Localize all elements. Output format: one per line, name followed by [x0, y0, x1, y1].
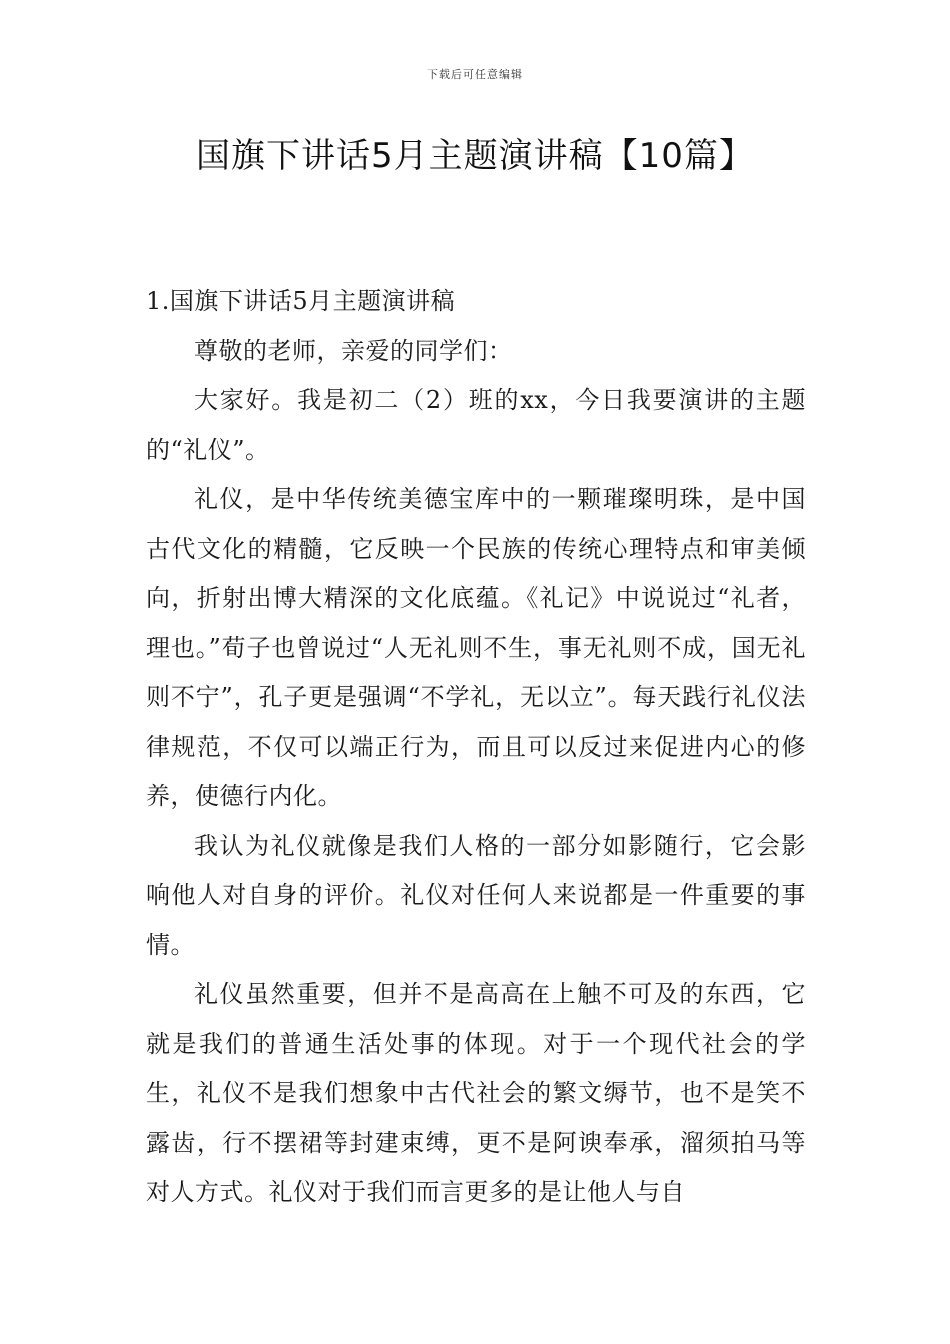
- paragraph-salutation: 尊敬的老师，亲爱的同学们：: [194, 336, 513, 365]
- paragraph-etiquette-personality: 我认为礼仪就像是我们人格的一部分如影随行，它会影响他人对自身的评价。礼仪对任何人来说都是一件重要的事情。: [146, 831, 806, 959]
- document-body: [146, 277, 806, 1218]
- paragraph-etiquette-tradition: 礼仪，是中华传统美德宝库中的一颗璀璨明珠，是中国古代文化的精髓，它反映一个民族的传统心理特点和审美倾向，折射出博大精深的文化底蕴。《礼记》中说说过“礼者，理也。”荀子也曾说过“人无礼则不生，事无礼则不成，国无礼则不宁”，孔子更是强调“不学礼，无以立”。每天践行礼仪法律规范，不仅可以端正行为，而且可以反过来促进内心的修养，使德行内化。: [146, 485, 806, 810]
- paragraph-etiquette-daily-life: 礼仪虽然重要，但并不是高高在上触不可及的东西，它就是我们的普通生活处事的体现。对于一个现代社会的学生，礼仪不是我们想象中古代社会的繁文缛节，也不是笑不露齿，行不摆裙等封建束缚，更不是阿谀奉承，溜须拍马等对人方式。礼仪对于我们而言更多的是让他人与自: [146, 980, 806, 1206]
- document-title: 国旗下讲话5月主题演讲稿【10篇】: [196, 136, 754, 176]
- section-heading: 1.国旗下讲话5月主题演讲稿: [146, 287, 456, 315]
- header-note: 下载后可任意编辑: [427, 68, 523, 81]
- paragraph-greeting: 大家好。我是初二（2）班的xx，今日我要演讲的主题的“礼仪”。: [146, 386, 806, 464]
